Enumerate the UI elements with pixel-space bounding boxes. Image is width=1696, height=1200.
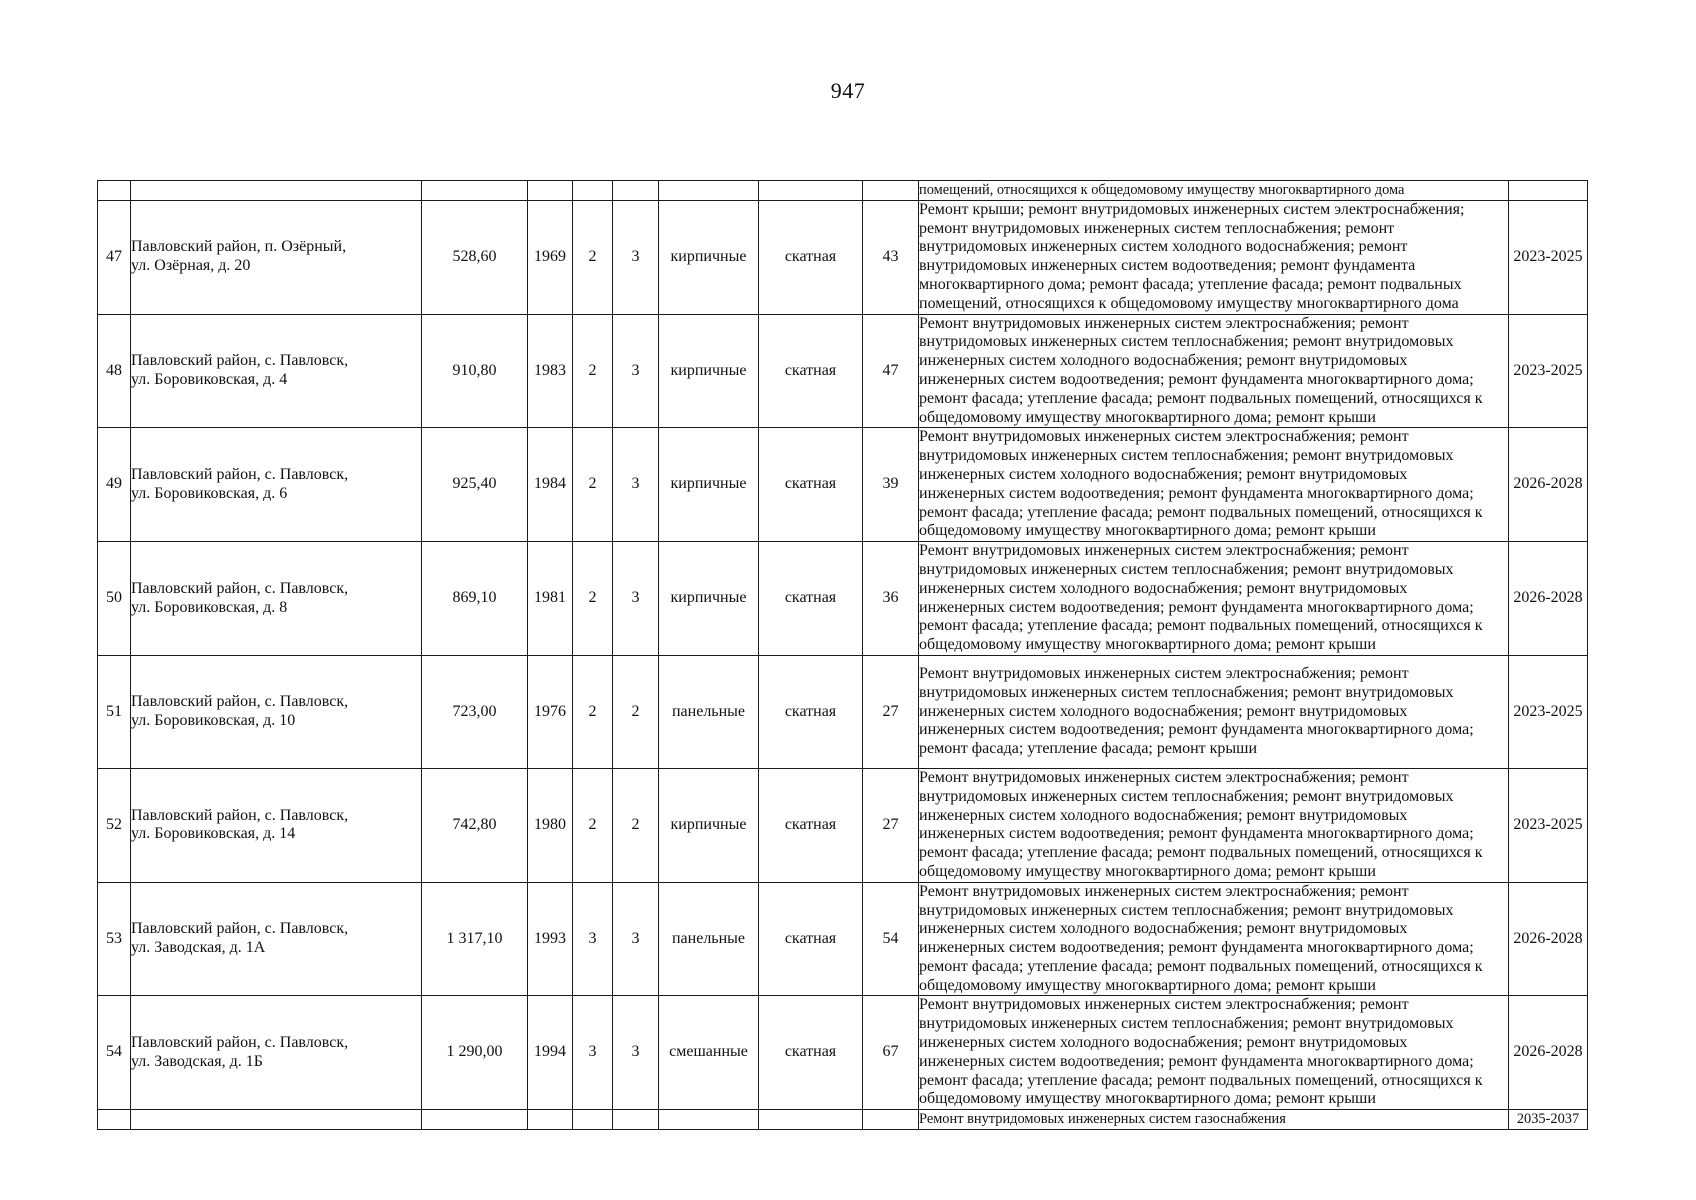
entrances-cell: 3 [613,314,659,428]
cell-empty [759,1110,863,1130]
year-cell: 1980 [528,768,573,882]
area-cell: 910,80 [422,314,528,428]
area-cell: 1 317,10 [422,882,528,996]
roof-type-cell: скатная [759,200,863,314]
row-number-cell: 51 [98,655,131,768]
row-number-cell: 52 [98,768,131,882]
roof-type-cell: скатная [759,882,863,996]
housing-repair-table [97,180,1588,1130]
wall-material-cell: кирпичные [659,542,759,656]
floors-cell: 3 [573,996,613,1110]
wall-material-cell: смешанные [659,996,759,1110]
roof-type-cell: скатная [759,655,863,768]
table-row [98,882,1588,996]
table-row [98,542,1588,656]
area-cell: 925,40 [422,428,528,542]
year-cell: 1993 [528,882,573,996]
works-cell: Ремонт крыши; ремонт внутридомовых инженерных систем электроснабжения; ремонт внутридомовых инженерных систем теплоснабжения; ремонт внутридомовых инженерных систем холодного водоснабжения; ремонт внутридомовых инженерных систем водоотведения; ремонт фундамента многоквартирного дома; ремонт фасада; утепление фасада; ремонт подвальных помещений, относящихся к общедомовому имуществу многоквартирного дома [919,200,1509,314]
floors-cell: 2 [573,314,613,428]
period-cell: 2026-2028 [1509,428,1588,542]
residents-cell: 36 [863,542,919,656]
cell-empty [613,1110,659,1130]
floors-cell: 2 [573,655,613,768]
period-cell: 2023-2025 [1509,200,1588,314]
cell-empty [759,181,863,201]
period-cell: 2026-2028 [1509,996,1588,1110]
page-number: 947 [830,78,866,103]
cell-empty [98,1110,131,1130]
cell-empty [863,181,919,201]
cell-empty [528,1110,573,1130]
floors-cell: 3 [573,882,613,996]
row-number-cell: 54 [98,996,131,1110]
address-cell: Павловский район, с. Павловск, ул. Боровиковская, д. 4 [131,314,422,428]
period-cell [1509,181,1588,201]
floors-cell: 2 [573,542,613,656]
row-number-cell: 48 [98,314,131,428]
wall-material-cell: кирпичные [659,768,759,882]
entrances-cell: 2 [613,768,659,882]
year-cell: 1994 [528,996,573,1110]
cell-empty [863,1110,919,1130]
works-cell: Ремонт внутридомовых инженерных систем электроснабжения; ремонт внутридомовых инженерных систем теплоснабжения; ремонт внутридомовых инженерных систем холодного водоснабжения; ремонт внутридомовых инженерных систем водоотведения; ремонт фундамента многоквартирного дома; ремонт фасада; утепление фасада; ремонт подвальных помещений, относящихся к общедомовому имуществу многоквартирного дома; ремонт крыши [919,542,1509,656]
wall-material-cell: кирпичные [659,314,759,428]
table-row [98,200,1588,314]
wall-material-cell: кирпичные [659,428,759,542]
works-cell: Ремонт внутридомовых инженерных систем газоснабжения [919,1110,1509,1130]
works-cell: помещений, относящихся к общедомовому имуществу многоквартирного дома [919,181,1509,201]
area-cell: 869,10 [422,542,528,656]
area-cell: 742,80 [422,768,528,882]
year-cell: 1969 [528,200,573,314]
cell-empty [528,181,573,201]
year-cell: 1984 [528,428,573,542]
table-row [98,428,1588,542]
period-cell: 2023-2025 [1509,314,1588,428]
area-cell: 528,60 [422,200,528,314]
works-cell: Ремонт внутридомовых инженерных систем электроснабжения; ремонт внутридомовых инженерных систем теплоснабжения; ремонт внутридомовых инженерных систем холодного водоснабжения; ремонт внутридомовых инженерных систем водоотведения; ремонт фундамента многоквартирного дома; ремонт фасада; утепление фасада; ремонт крыши [919,655,1509,768]
floors-cell: 2 [573,428,613,542]
area-cell: 723,00 [422,655,528,768]
entrances-cell: 3 [613,542,659,656]
cell-empty [659,1110,759,1130]
table-body [98,181,1588,1130]
tail-row [98,1110,1588,1130]
table-row [98,655,1588,768]
cell-empty [98,181,131,201]
cell-empty [659,181,759,201]
residents-cell: 54 [863,882,919,996]
row-number-cell: 50 [98,542,131,656]
floors-cell: 2 [573,200,613,314]
address-cell: Павловский район, п. Озёрный, ул. Озёрная, д. 20 [131,200,422,314]
roof-type-cell: скатная [759,314,863,428]
cell-empty [422,1110,528,1130]
address-cell: Павловский район, с. Павловск, ул. Боровиковская, д. 10 [131,655,422,768]
area-cell: 1 290,00 [422,996,528,1110]
address-cell: Павловский район, с. Павловск, ул. Заводская, д. 1А [131,882,422,996]
works-cell: Ремонт внутридомовых инженерных систем электроснабжения; ремонт внутридомовых инженерных систем теплоснабжения; ремонт внутридомовых инженерных систем холодного водоснабжения; ремонт внутридомовых инженерных систем водоотведения; ремонт фундамента многоквартирного дома; ремонт фасада; утепление фасада; ремонт подвальных помещений, относящихся к общедомовому имуществу многоквартирного дома; ремонт крыши [919,314,1509,428]
wall-material-cell: панельные [659,882,759,996]
entrances-cell: 3 [613,882,659,996]
entrances-cell: 2 [613,655,659,768]
residents-cell: 39 [863,428,919,542]
address-cell: Павловский район, с. Павловск, ул. Заводская, д. 1Б [131,996,422,1110]
period-cell: 2026-2028 [1509,882,1588,996]
cell-empty [131,181,422,201]
works-cell: Ремонт внутридомовых инженерных систем электроснабжения; ремонт внутридомовых инженерных систем теплоснабжения; ремонт внутридомовых инженерных систем холодного водоснабжения; ремонт внутридомовых инженерных систем водоотведения; ремонт фундамента многоквартирного дома; ремонт фасада; утепление фасада; ремонт подвальных помещений, относящихся к общедомовому имуществу многоквартирного дома; ремонт крыши [919,882,1509,996]
residents-cell: 67 [863,996,919,1110]
residents-cell: 47 [863,314,919,428]
table-row [98,996,1588,1110]
year-cell: 1981 [528,542,573,656]
period-cell: 2023-2025 [1509,655,1588,768]
year-cell: 1976 [528,655,573,768]
address-cell: Павловский район, с. Павловск, ул. Боровиковская, д. 6 [131,428,422,542]
works-cell: Ремонт внутридомовых инженерных систем электроснабжения; ремонт внутридомовых инженерных систем теплоснабжения; ремонт внутридомовых инженерных систем холодного водоснабжения; ремонт внутридомовых инженерных систем водоотведения; ремонт фундамента многоквартирного дома; ремонт фасада; утепление фасада; ремонт подвальных помещений, относящихся к общедомовому имуществу многоквартирного дома; ремонт крыши [919,996,1509,1110]
works-cell: Ремонт внутридомовых инженерных систем электроснабжения; ремонт внутридомовых инженерных систем теплоснабжения; ремонт внутридомовых инженерных систем холодного водоснабжения; ремонт внутридомовых инженерных систем водоотведения; ремонт фундамента многоквартирного дома; ремонт фасада; утепление фасада; ремонт подвальных помещений, относящихся к общедомовому имуществу многоквартирного дома; ремонт крыши [919,428,1509,542]
entrances-cell: 3 [613,200,659,314]
cell-empty [573,181,613,201]
roof-type-cell: скатная [759,996,863,1110]
wall-material-cell: кирпичные [659,200,759,314]
residents-cell: 27 [863,655,919,768]
cell-empty [131,1110,422,1130]
period-cell: 2023-2025 [1509,768,1588,882]
works-cell: Ремонт внутридомовых инженерных систем электроснабжения; ремонт внутридомовых инженерных систем теплоснабжения; ремонт внутридомовых инженерных систем холодного водоснабжения; ремонт внутридомовых инженерных систем водоотведения; ремонт фундамента многоквартирного дома; ремонт фасада; утепление фасада; ремонт подвальных помещений, относящихся к общедомовому имуществу многоквартирного дома; ремонт крыши [919,768,1509,882]
wall-material-cell: панельные [659,655,759,768]
entrances-cell: 3 [613,428,659,542]
row-number-cell: 49 [98,428,131,542]
row-number-cell: 53 [98,882,131,996]
address-cell: Павловский район, с. Павловск, ул. Боровиковская, д. 8 [131,542,422,656]
residents-cell: 27 [863,768,919,882]
entrances-cell: 3 [613,996,659,1110]
residents-cell: 43 [863,200,919,314]
table-row [98,768,1588,882]
period-cell: 2035-2037 [1509,1110,1588,1130]
table-row [98,314,1588,428]
continuation-row [98,181,1588,201]
cell-empty [613,181,659,201]
roof-type-cell: скатная [759,768,863,882]
year-cell: 1983 [528,314,573,428]
roof-type-cell: скатная [759,542,863,656]
address-cell: Павловский район, с. Павловск, ул. Боровиковская, д. 14 [131,768,422,882]
floors-cell: 2 [573,768,613,882]
roof-type-cell: скатная [759,428,863,542]
period-cell: 2026-2028 [1509,542,1588,656]
cell-empty [422,181,528,201]
cell-empty [573,1110,613,1130]
row-number-cell: 47 [98,200,131,314]
